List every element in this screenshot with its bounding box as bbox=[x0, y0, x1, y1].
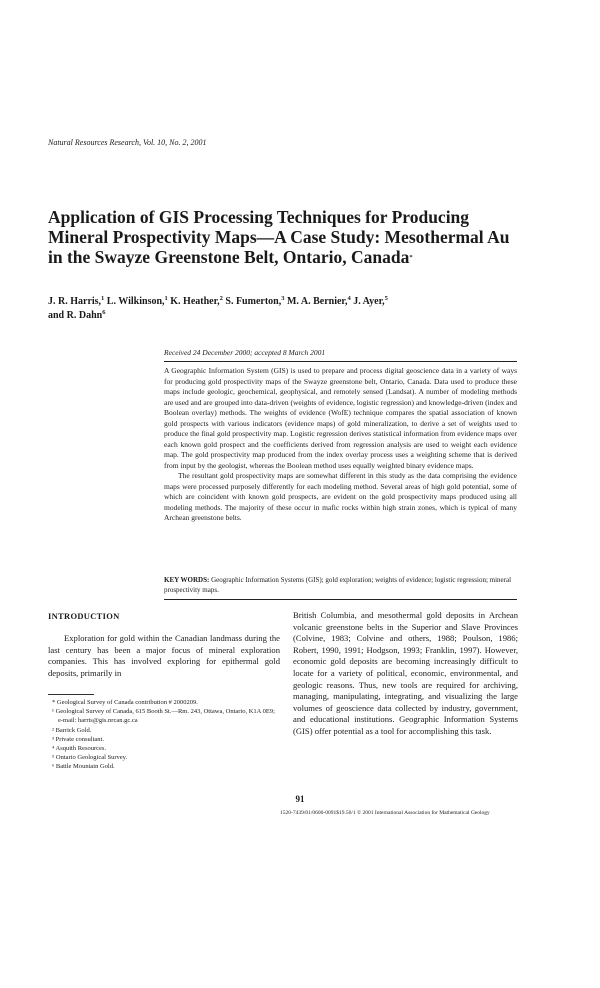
keywords bbox=[164, 576, 517, 595]
title-footnote-mark: * bbox=[409, 254, 413, 261]
abstract-paragraph-1: A Geographic Information System (GIS) is used to prepare and process digital geoscience data in a variety of ways for producing gold prospectivity maps of the Swayze greenstone belt, Ontario, Canada. Data used to produce these maps include geologic, geochemical, geophysical, and remotely sensed (Landsat). A number of modeling methods are used and are grouped into data-driven (weights of evidence, logistic regression) and knowledge-driven (index and Boolean overlay) methods. The weights of evidence (WofE) technique compares the spatial association of known gold prospects with various indicators (evidence maps) of gold mineralization, to derive a set of weights used to produce the final gold prospectivity map. Logistic regression derives statistical information from evidence maps over each known gold prospect and the coefficients derived from regression analysis are used to weight each evidence map. The gold prospectivity map produced from the index overlay process uses a weighting scheme that is derived from input by the geologist, whereas the Boolean method uses equally weighted binary evidence maps. bbox=[164, 366, 517, 470]
page-number: 91 bbox=[295, 794, 305, 804]
abstract-paragraph-2: The resultant gold prospectivity maps are somewhat different in this study as the data comprising the evidence maps were processed purposely differently for each modeling method. Several areas of high gold potential, some of which are coincident with known gold prospects, are evident on the gold prospectivity maps produced using all modeling methods. The majority of these occur in mafic rocks within high strain zones, which is typical of many Archean greenstone belts. bbox=[164, 471, 517, 522]
author: M. A. Bernier,$^4$ bbox=[286, 295, 351, 307]
abstract-top-rule bbox=[164, 361, 517, 362]
footnote: ⁴ Asquith Resources. bbox=[52, 745, 107, 753]
footnotes bbox=[48, 698, 280, 772]
keywords-label: KEY WORDS: bbox=[164, 576, 210, 584]
author-list bbox=[48, 295, 528, 323]
section-heading-introduction: INTRODUCTION bbox=[48, 611, 120, 621]
body-text-column-1: Exploration for gold within the Canadian landmass during the last century has been a major focus of mineral exploration companies. This has involved exploring for epithermal gold deposits, primarily in bbox=[48, 633, 280, 678]
footnote: ³ Private consultant. bbox=[52, 735, 104, 743]
body-text-column-2: British Columbia, and mesothermal gold deposits in Archean volcanic greenstone belts in the Superior and Slave Provinces (Colvine, 1983; Colvine and others, 1988; Poulson, 1986; Robert, 1990, 1991; Hodgson, 1993; Franklin, 1997). However, economic gold deposits are becoming increasingly difficult to locate for a variety of political, economic, environmental, and geologic reasons. Thus, new tools are required for archiving, managing, manipulating, integrating, and visualizing the large volumes of geoscience data collected by industry, government, and educational institutions. Geographic Information Systems (GIS) offer potential as a tool for accomplishing this task. bbox=[293, 610, 518, 736]
footnote: ¹ Geological Survey of Canada, 615 Booth St.—Rm. 243, Ottawa, Ontario, K1A 0E9; e-mail: harris@gis.nrcan.gc.ca bbox=[52, 708, 275, 725]
received-dates: Received 24 December 2000; accepted 8 March 2001 bbox=[164, 348, 326, 357]
footnote: ⁶ Battle Mountain Gold. bbox=[52, 763, 115, 771]
footnote: ² Barrick Gold. bbox=[52, 726, 92, 734]
footnote: * Geological Survey of Canada contribution # 2000209. bbox=[52, 699, 198, 706]
author: J. Ayer,$^5$ bbox=[353, 295, 388, 307]
copyright-line: 1520-7439/01/0600-0091$19.50/1 © 2001 International Association for Mathematical Geology bbox=[280, 810, 490, 816]
article-title bbox=[48, 207, 518, 267]
author: L. Wilkinson,$^1$ bbox=[106, 295, 168, 307]
author: S. Fumerton,$^3$ bbox=[225, 295, 285, 307]
abstract-bottom-rule bbox=[164, 599, 517, 600]
author: K. Heather,$^2$ bbox=[170, 295, 223, 307]
journal-header: Natural Resources Research, Vol. 10, No. 2, 2001 bbox=[48, 138, 207, 147]
keywords-text: Geographic Information Systems (GIS); gold exploration; weights of evidence; logistic regression; mineral prospectivity maps. bbox=[164, 576, 512, 594]
footnote: ⁵ Ontario Geological Survey. bbox=[52, 754, 128, 762]
author: and R. Dahn$^6$ bbox=[48, 309, 106, 321]
author: J. R. Harris,$^1$ bbox=[48, 295, 105, 307]
abstract bbox=[164, 366, 517, 524]
footnote-rule bbox=[48, 694, 94, 695]
title-text: Application of GIS Processing Techniques for Producing Mineral Prospectivity Maps—A Case Study: Mesothermal Au in the Swayze Greenstone Belt, Ontario, Canada bbox=[48, 207, 510, 267]
